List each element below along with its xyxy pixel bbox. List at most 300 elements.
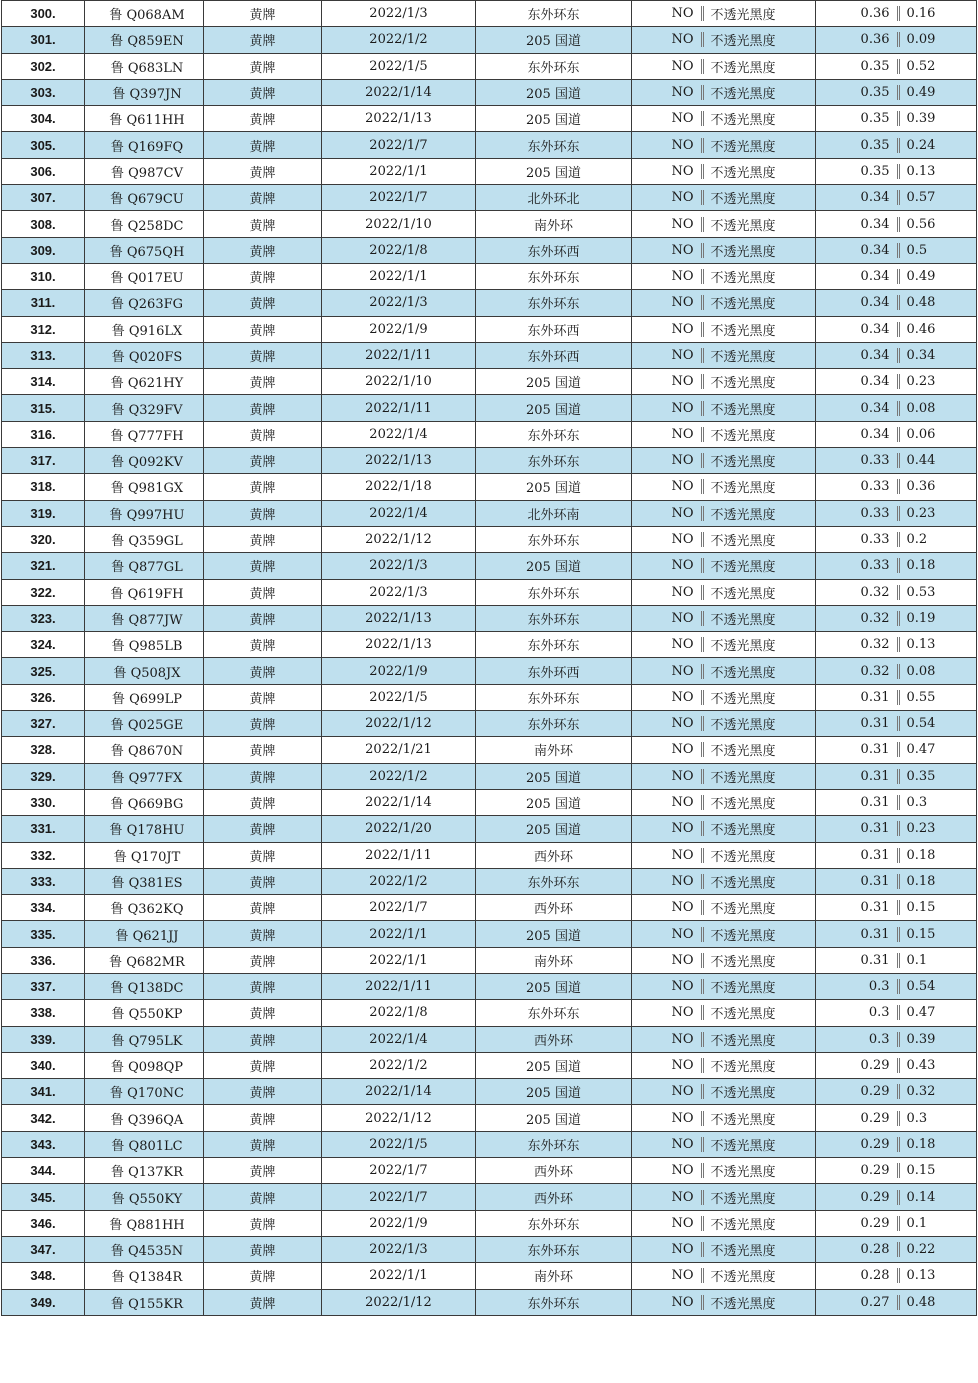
test-type-cell [632,842,816,868]
measurement-cell [816,868,977,894]
plate-number: 鲁 Q859EN [85,27,204,53]
test-type-cell [632,579,816,605]
divider [701,32,704,47]
pass-flag: NO [671,1215,694,1231]
test-type-cell [632,553,816,579]
plate-color: 黄牌 [204,158,322,184]
plate-number: 鲁 Q619FH [85,579,204,605]
measurement-cell [816,1289,977,1315]
record-date: 2022/1/7 [322,1184,476,1210]
row-index: 307. [2,185,85,211]
measurement-cell [816,973,977,999]
road-location: 205 国道 [476,921,632,947]
record-date: 2022/1/1 [322,263,476,289]
row-index: 301. [2,27,85,53]
value-primary: 0.28 [860,1242,890,1258]
test-type: 不透光黑度 [710,665,776,681]
record-date: 2022/1/7 [322,895,476,921]
table-row [2,1105,977,1131]
test-type-cell [632,316,816,342]
plate-number: 鲁 Q155KR [85,1289,204,1315]
divider [897,59,900,74]
test-type-cell [632,1000,816,1026]
test-type-cell [632,27,816,53]
divider [701,348,704,363]
test-type-cell [632,947,816,973]
pass-flag: NO [671,584,694,600]
test-type-cell [632,500,816,526]
value-secondary: 0.15 [906,926,936,942]
plate-color: 黄牌 [204,579,322,605]
table-body [2,1,977,1316]
divider [701,453,704,468]
test-type-cell [632,605,816,631]
plate-color: 黄牌 [204,1052,322,1078]
measurement-cell [816,500,977,526]
divider [701,1137,704,1152]
value-secondary: 0.18 [906,1136,936,1152]
plate-number: 鲁 Q777FH [85,421,204,447]
test-type-cell [632,1105,816,1131]
divider [897,1111,900,1126]
plate-color: 黄牌 [204,711,322,737]
divider [897,795,900,810]
measurement-cell [816,185,977,211]
test-type: 不透光黑度 [710,1296,776,1312]
value-secondary: 0.13 [906,163,936,179]
value-secondary: 0.19 [906,610,936,626]
road-location: 西外环 [476,895,632,921]
table-row [2,448,977,474]
measurement-cell [816,816,977,842]
value-primary: 0.34 [860,190,890,206]
value-secondary: 0.49 [906,85,936,101]
test-type-cell [632,684,816,710]
divider [897,6,900,21]
plate-color: 黄牌 [204,369,322,395]
table-row [2,868,977,894]
value-secondary: 0.32 [906,1084,936,1100]
test-type-cell [632,448,816,474]
road-location: 东外环东 [476,1289,632,1315]
divider [701,585,704,600]
test-type: 不透光黑度 [710,902,776,918]
value-secondary: 0.47 [906,1005,936,1021]
divider [897,953,900,968]
plate-number: 鲁 Q362KQ [85,895,204,921]
divider [701,427,704,442]
plate-color: 黄牌 [204,842,322,868]
road-location: 东外环东 [476,579,632,605]
plate-color: 黄牌 [204,1158,322,1184]
row-index: 305. [2,132,85,158]
measurement-cell [816,1210,977,1236]
row-index: 340. [2,1052,85,1078]
divider [701,164,704,179]
pass-flag: NO [671,6,694,22]
measurement-cell [816,737,977,763]
test-type: 不透光黑度 [710,639,776,655]
record-date: 2022/1/11 [322,973,476,999]
plate-color: 黄牌 [204,895,322,921]
table-row [2,1079,977,1105]
row-index: 336. [2,947,85,973]
row-index: 324. [2,632,85,658]
measurement-cell [816,27,977,53]
road-location: 东外环西 [476,237,632,263]
row-index: 312. [2,316,85,342]
value-primary: 0.31 [860,689,890,705]
test-type: 不透光黑度 [710,350,776,365]
plate-number: 鲁 Q359GL [85,526,204,552]
road-location: 205 国道 [476,79,632,105]
measurement-cell [816,605,977,631]
value-secondary: 0.3 [906,795,928,811]
divider [701,716,704,731]
measurement-cell [816,132,977,158]
plate-color: 黄牌 [204,290,322,316]
record-date: 2022/1/13 [322,106,476,132]
plate-number: 鲁 Q020FS [85,342,204,368]
record-date: 2022/1/20 [322,816,476,842]
pass-flag: NO [671,926,694,942]
test-type-cell [632,1289,816,1315]
pass-flag: NO [671,505,694,521]
plate-color: 黄牌 [204,1000,322,1026]
divider [897,1005,900,1020]
value-primary: 0.34 [860,216,890,232]
road-location: 205 国道 [476,474,632,500]
test-type-cell [632,211,816,237]
divider [897,742,900,757]
plate-number: 鲁 Q1384R [85,1263,204,1289]
plate-color: 黄牌 [204,1,322,27]
plate-color: 黄牌 [204,132,322,158]
value-primary: 0.35 [860,111,890,127]
plate-number: 鲁 Q068AM [85,1,204,27]
record-date: 2022/1/10 [322,211,476,237]
row-index: 342. [2,1105,85,1131]
divider [701,769,704,784]
plate-color: 黄牌 [204,1263,322,1289]
test-type: 不透光黑度 [710,87,776,103]
value-primary: 0.28 [860,1268,890,1284]
measurement-cell [816,526,977,552]
divider [701,1163,704,1178]
table-row [2,1210,977,1236]
test-type-cell [632,632,816,658]
value-secondary: 0.15 [906,900,936,916]
plate-number: 鲁 Q679CU [85,185,204,211]
road-location: 东外环东 [476,1000,632,1026]
plate-number: 鲁 Q550KP [85,1000,204,1026]
pass-flag: NO [671,716,694,732]
divider [701,6,704,21]
divider [897,585,900,600]
pass-flag: NO [671,1136,694,1152]
divider [701,848,704,863]
divider [701,85,704,100]
row-index: 318. [2,474,85,500]
test-type-cell [632,237,816,263]
measurement-cell [816,1000,977,1026]
plate-color: 黄牌 [204,632,322,658]
test-type: 不透光黑度 [710,8,776,24]
row-index: 347. [2,1236,85,1262]
table-row [2,395,977,421]
value-secondary: 0.49 [906,269,936,285]
row-index: 302. [2,53,85,79]
road-location: 西外环 [476,842,632,868]
table-row [2,1052,977,1078]
plate-color: 黄牌 [204,1210,322,1236]
pass-flag: NO [671,1084,694,1100]
plate-number: 鲁 Q258DC [85,211,204,237]
road-location: 南外环 [476,211,632,237]
table-row [2,106,977,132]
plate-number: 鲁 Q795LK [85,1026,204,1052]
value-primary: 0.34 [860,269,890,285]
test-type: 不透光黑度 [710,744,776,760]
value-secondary: 0.55 [906,689,936,705]
plate-number: 鲁 Q881HH [85,1210,204,1236]
table-row [2,211,977,237]
road-location: 东外环东 [476,1131,632,1157]
divider [897,1295,900,1310]
value-primary: 0.29 [860,1189,890,1205]
value-secondary: 0.3 [906,1110,928,1126]
divider [701,243,704,258]
pass-flag: NO [671,952,694,968]
value-secondary: 0.13 [906,1268,936,1284]
value-primary: 0.35 [860,85,890,101]
record-date: 2022/1/13 [322,448,476,474]
record-date: 2022/1/12 [322,1105,476,1131]
record-date: 2022/1/13 [322,632,476,658]
value-secondary: 0.18 [906,558,936,574]
value-secondary: 0.39 [906,111,936,127]
divider [701,506,704,521]
road-location: 东外环东 [476,132,632,158]
record-date: 2022/1/3 [322,1236,476,1262]
value-secondary: 0.14 [906,1189,936,1205]
value-secondary: 0.24 [906,137,936,153]
divider [897,637,900,652]
table-row [2,474,977,500]
plate-color: 黄牌 [204,237,322,263]
table-row [2,421,977,447]
row-index: 343. [2,1131,85,1157]
divider [897,690,900,705]
plate-color: 黄牌 [204,1026,322,1052]
road-location: 东外环东 [476,1236,632,1262]
table-row [2,1,977,27]
pass-flag: NO [671,1058,694,1074]
plate-number: 鲁 Q675QH [85,237,204,263]
record-date: 2022/1/1 [322,921,476,947]
test-type: 不透光黑度 [710,875,776,891]
test-type: 不透光黑度 [710,376,776,392]
divider [897,322,900,337]
row-index: 315. [2,395,85,421]
test-type: 不透光黑度 [710,1033,776,1049]
row-index: 304. [2,106,85,132]
row-index: 337. [2,973,85,999]
test-type-cell [632,973,816,999]
test-type: 不透光黑度 [710,770,776,786]
plate-color: 黄牌 [204,106,322,132]
plate-number: 鲁 Q621JJ [85,921,204,947]
test-type-cell [632,53,816,79]
pass-flag: NO [671,558,694,574]
pass-flag: NO [671,821,694,837]
table-row [2,1000,977,1026]
plate-number: 鲁 Q611HH [85,106,204,132]
plate-color: 黄牌 [204,500,322,526]
divider [897,1216,900,1231]
divider [701,1216,704,1231]
plate-color: 黄牌 [204,789,322,815]
road-location: 东外环东 [476,632,632,658]
pass-flag: NO [671,900,694,916]
plate-number: 鲁 Q138DC [85,973,204,999]
value-primary: 0.32 [860,637,890,653]
road-location: 东外环东 [476,1,632,27]
measurement-cell [816,211,977,237]
test-type: 不透光黑度 [710,1217,776,1233]
measurement-cell [816,106,977,132]
table-row [2,263,977,289]
pass-flag: NO [671,1268,694,1284]
test-type: 不透光黑度 [710,1007,776,1023]
record-date: 2022/1/1 [322,158,476,184]
measurement-cell [816,1263,977,1289]
test-type-cell [632,816,816,842]
road-location: 205 国道 [476,1105,632,1131]
road-location: 南外环 [476,1263,632,1289]
pass-flag: NO [671,426,694,442]
measurement-cell [816,921,977,947]
test-type-cell [632,895,816,921]
row-index: 331. [2,816,85,842]
measurement-cell [816,158,977,184]
pass-flag: NO [671,242,694,258]
value-primary: 0.31 [860,795,890,811]
table-row [2,1263,977,1289]
test-type: 不透光黑度 [710,60,776,76]
value-secondary: 0.22 [906,1242,936,1258]
plate-number: 鲁 Q263FG [85,290,204,316]
plate-number: 鲁 Q381ES [85,868,204,894]
divider [897,348,900,363]
pass-flag: NO [671,742,694,758]
plate-number: 鲁 Q170NC [85,1079,204,1105]
pass-flag: NO [671,111,694,127]
divider [897,138,900,153]
measurement-cell [816,1026,977,1052]
road-location: 西外环 [476,1158,632,1184]
record-date: 2022/1/5 [322,1131,476,1157]
plate-number: 鲁 Q985LB [85,632,204,658]
plate-number: 鲁 Q877JW [85,605,204,631]
pass-flag: NO [671,689,694,705]
value-primary: 0.29 [860,1215,890,1231]
measurement-cell [816,1105,977,1131]
divider [701,1190,704,1205]
value-primary: 0.27 [860,1294,890,1310]
row-index: 306. [2,158,85,184]
road-location: 东外环西 [476,342,632,368]
record-date: 2022/1/3 [322,553,476,579]
record-date: 2022/1/11 [322,842,476,868]
plate-number: 鲁 Q801LC [85,1131,204,1157]
row-index: 332. [2,842,85,868]
record-date: 2022/1/9 [322,658,476,684]
value-primary: 0.33 [860,532,890,548]
divider [701,111,704,126]
table-row [2,789,977,815]
value-secondary: 0.1 [906,1215,928,1231]
pass-flag: NO [671,400,694,416]
row-index: 346. [2,1210,85,1236]
test-type-cell [632,868,816,894]
measurement-cell [816,1079,977,1105]
row-index: 313. [2,342,85,368]
divider [701,1111,704,1126]
test-type-cell [632,395,816,421]
test-type: 不透光黑度 [710,165,776,181]
measurement-cell [816,448,977,474]
test-type: 不透光黑度 [710,797,776,813]
plate-number: 鲁 Q169FQ [85,132,204,158]
test-type-cell [632,1158,816,1184]
road-location: 东外环东 [476,684,632,710]
test-type: 不透光黑度 [710,823,776,839]
plate-color: 黄牌 [204,263,322,289]
plate-number: 鲁 Q098QP [85,1052,204,1078]
divider [897,927,900,942]
value-primary: 0.35 [860,163,890,179]
road-location: 东外环西 [476,658,632,684]
record-date: 2022/1/21 [322,737,476,763]
table-row [2,316,977,342]
divider [897,506,900,521]
road-location: 东外环东 [476,421,632,447]
value-primary: 0.34 [860,242,890,258]
plate-number: 鲁 Q178HU [85,816,204,842]
plate-number: 鲁 Q017EU [85,263,204,289]
measurement-cell [816,763,977,789]
pass-flag: NO [671,321,694,337]
test-type-cell [632,106,816,132]
value-primary: 0.34 [860,426,890,442]
divider [897,190,900,205]
value-primary: 0.29 [860,1136,890,1152]
road-location: 205 国道 [476,158,632,184]
divider [701,795,704,810]
divider [701,1058,704,1073]
road-location: 东外环东 [476,1210,632,1236]
test-type: 不透光黑度 [710,323,776,339]
table-row [2,526,977,552]
test-type: 不透光黑度 [710,192,776,208]
test-type: 不透光黑度 [710,1112,776,1128]
divider [897,217,900,232]
divider [701,1084,704,1099]
table-row [2,1236,977,1262]
divider [701,664,704,679]
plate-color: 黄牌 [204,1105,322,1131]
